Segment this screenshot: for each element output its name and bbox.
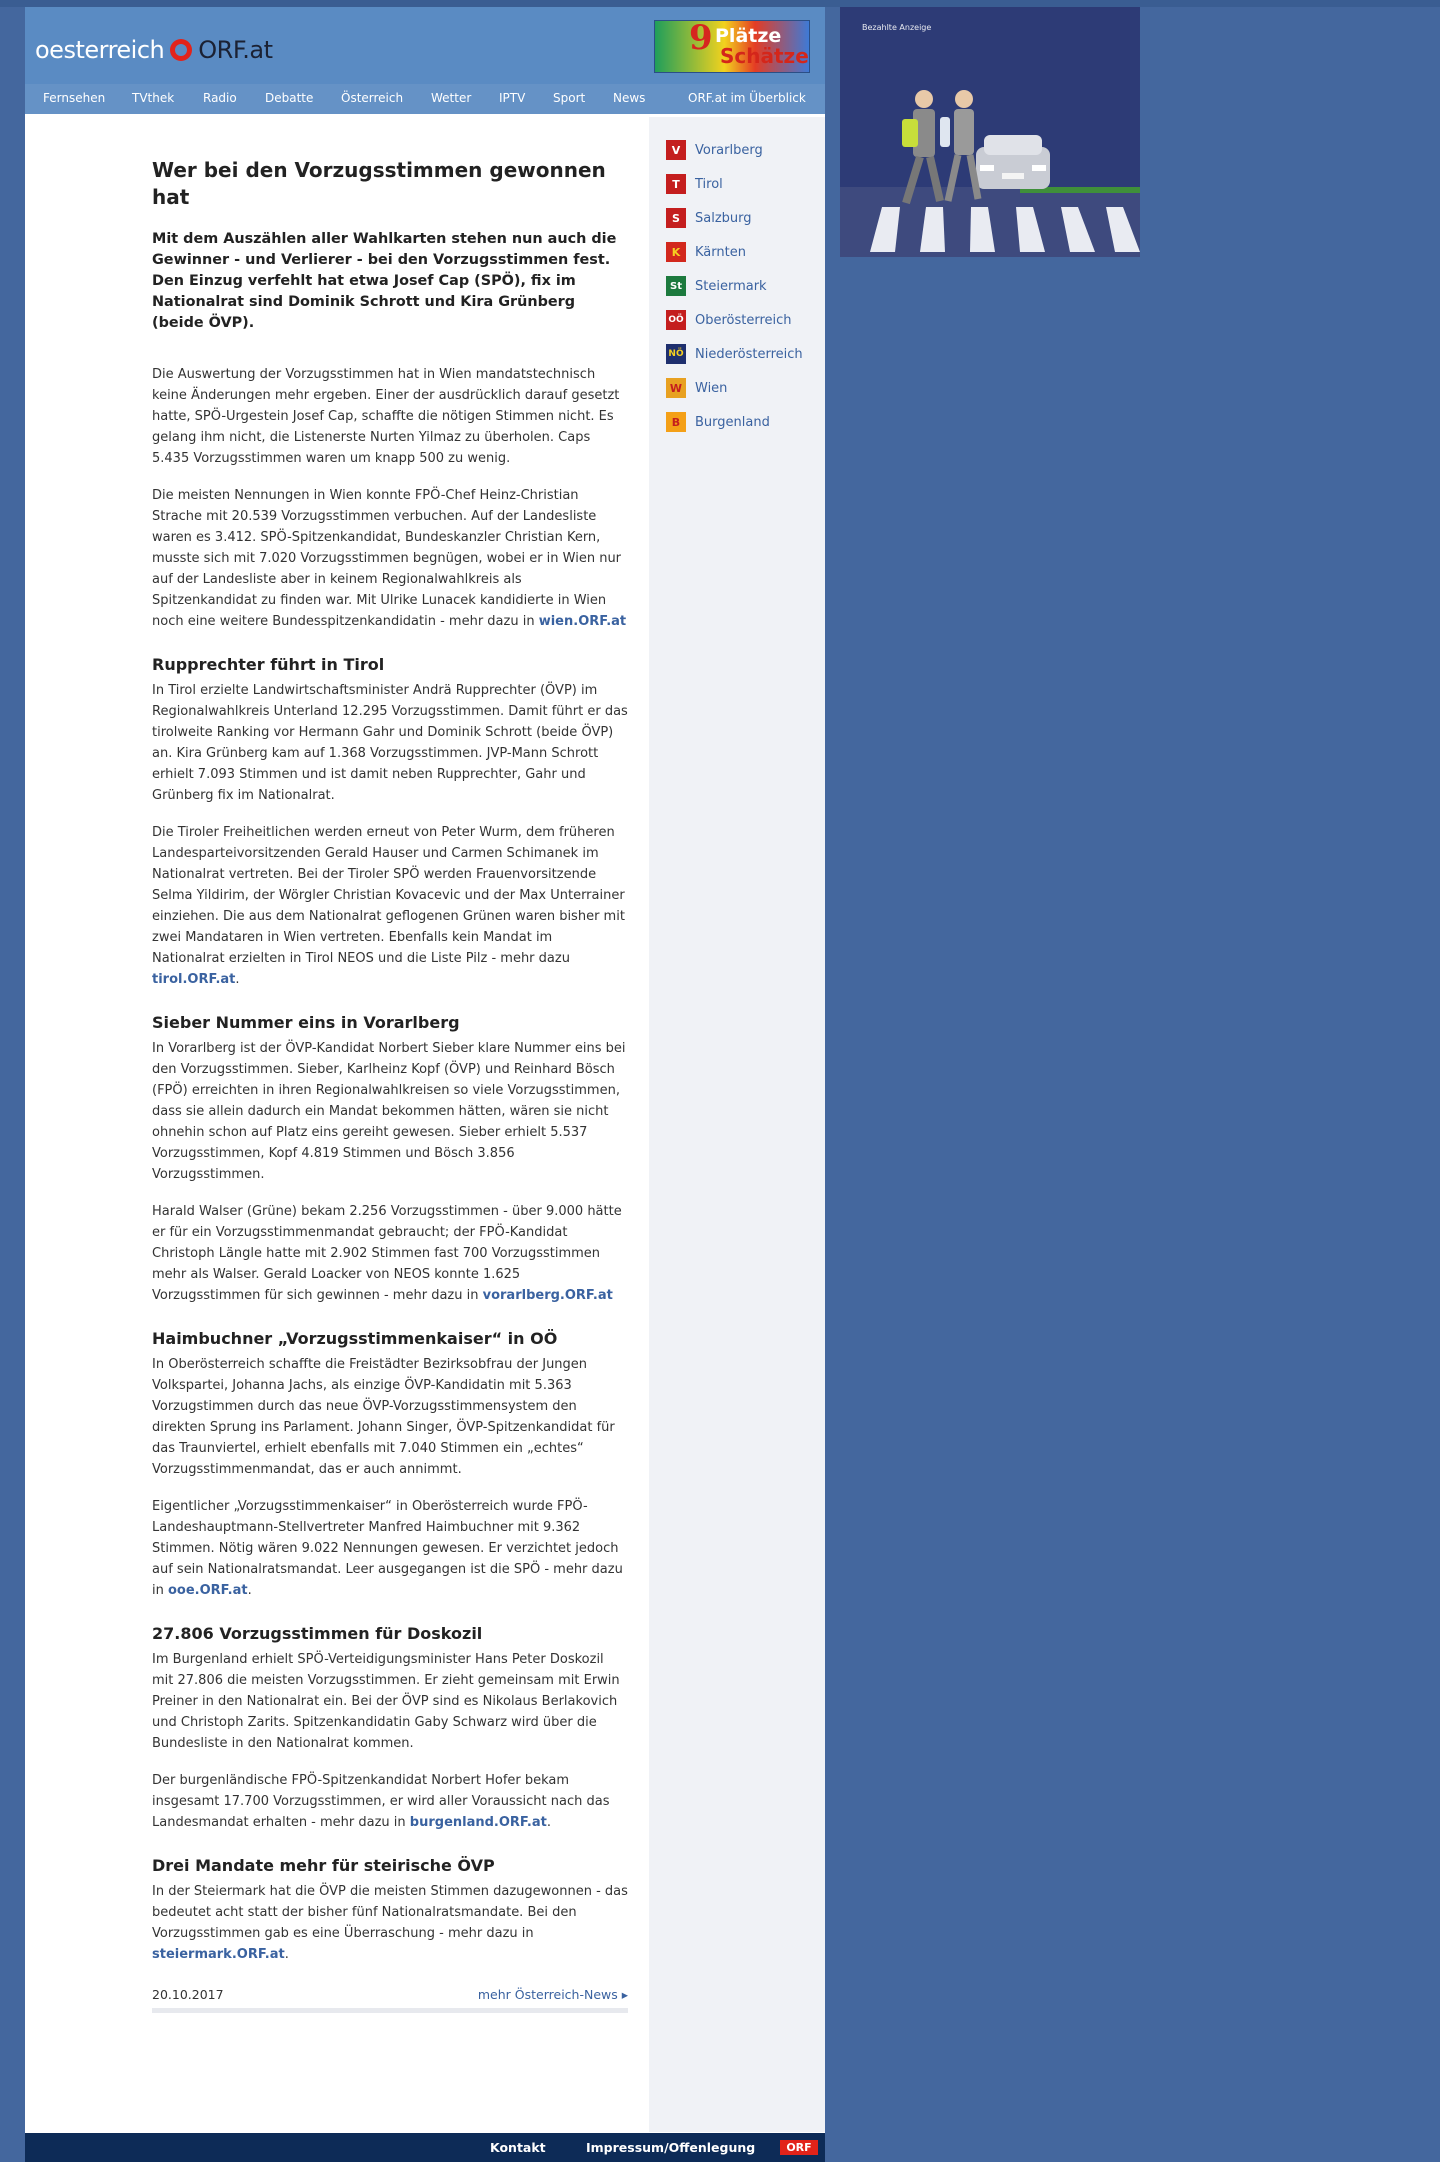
nav-orf-overview[interactable]: ORF.at im Überblick bbox=[688, 91, 806, 105]
vorarlberg-badge-icon: V bbox=[666, 140, 686, 160]
footer-contact-link[interactable]: Kontakt bbox=[490, 2140, 546, 2155]
article-paragraph: Die Auswertung der Vorzugsstimmen hat in Wien mandatstechnisch keine Änderungen mehr ergeben. Einer der ausdrücklich darauf gesetzt hatte, SPÖ-Urgestein Josef Cap, schaffte die nötigen Stimmen nicht. Es gelang ihm nicht, die Listenerste Nurten Yilmaz zu überholen. Caps 5.435 Vorzugsstimmen waren um knapp 500 zu wenig. bbox=[152, 367, 620, 466]
region-link-niederoesterreich[interactable] bbox=[666, 344, 803, 364]
promo-line2: Schätze bbox=[720, 44, 809, 68]
nav-oesterreich[interactable]: Österreich bbox=[341, 91, 404, 105]
vorarlberg-orf-link[interactable]: vorarlberg.ORF.at bbox=[482, 1288, 613, 1303]
article-paragraph: Im Burgenland erhielt SPÖ-Verteidigungsminister Hans Peter Doskozil mit 27.806 die meisten Vorzugsstimmen. Er zieht gemeinsam mit Erwin Preiner in den Nationalrat ein. Bei der ÖVP sind es Nikolaus Berlakovich und Christoph Zarits. Spitzenkandidatin Gaby Schwarz wird über die Bundesliste in den Nationalrat kommen. bbox=[152, 1652, 620, 1751]
article-lead: Mit dem Auszählen aller Wahlkarten stehen nun auch die Gewinner - und Verlierer - bei den Vorzugsstimmen fest. Den Einzug verfehlt hat etwa Josef Cap (SPÖ), fix im Nationalrat sind Dominik Schrott und Kira Grünberg (beide ÖVP). bbox=[152, 231, 617, 331]
logo-orf: ORF.at bbox=[198, 36, 273, 64]
nav-debatte[interactable]: Debatte bbox=[265, 91, 314, 105]
region-label: Steiermark bbox=[695, 278, 767, 294]
tirol-badge-icon: T bbox=[666, 174, 686, 194]
article-paragraph: In Oberösterreich schaffte die Freistädter Bezirksobfrau der Jungen Volkspartei, Johanna Jachs, als einzige ÖVP-Kandidatin mit 5.363 Vorzugstimmen durch das neue ÖVP-Vorzugsstimmensystem den direkten Sprung ins Parlament. Johann Singer, ÖVP-Spitzenkandidat für das Traunviertel, erhielt ebenfalls mit 7.040 Stimmen ein „echtes“ Vorzugsstimmenmandat, das er auch annimmt. bbox=[152, 1357, 615, 1477]
promo-line1: Plätze bbox=[715, 25, 782, 47]
region-label: Niederösterreich bbox=[695, 346, 803, 362]
article-paragraph: Eigentlicher „Vorzugsstimmenkaiser“ in Oberösterreich wurde FPÖ-Landeshauptmann-Stellvertreter Manfred Haimbuchner mit 9.362 Stimmen. Nötig wären 9.022 Nennungen gewesen. Er verzichtet jedoch auf sein Nationalratsmandat. Leer ausgegangen ist die SPÖ - mehr dazu in ooe.ORF.at. bbox=[152, 1499, 623, 1598]
top-strip bbox=[0, 0, 1440, 7]
wien-badge-icon: W bbox=[666, 378, 686, 398]
nav-tvthek[interactable]: TVthek bbox=[132, 91, 175, 105]
article-paragraph: Die Tiroler Freiheitlichen werden erneut von Peter Wurm, dem früheren Landesparteivorsitzenden Gerald Hauser und Carmen Schimanek im Nationalrat vertreten. Bei der Tiroler SPÖ werden Frauenvorsitzende Selma Yildirim, der Wörgler Christian Kovacevic und der Max Unterrainer einziehen. Die aus dem Nationalrat geflogenen Grünen waren bisher mit zwei Mandataren in Wien vertreten. Ebenfalls kein Mandat im Nationalrat erzielten in Tirol NEOS und die Liste Pilz - mehr dazu tirol.ORF.at. bbox=[152, 825, 625, 987]
article-footer bbox=[152, 1987, 628, 2013]
site-header bbox=[25, 7, 825, 84]
promo-number: 9 bbox=[689, 18, 713, 58]
region-label: Kärnten bbox=[695, 244, 746, 260]
pedestrian-man-icon bbox=[902, 90, 940, 203]
pedestrian-woman-icon bbox=[940, 90, 978, 201]
steiermark-badge-icon: St bbox=[666, 276, 686, 296]
subheading-burgenland: 27.806 Vorzugsstimmen für Doskozil bbox=[152, 1624, 483, 1643]
ad-label: Bezahlte Anzeige bbox=[862, 23, 932, 32]
subheading-tirol: Rupprechter führt in Tirol bbox=[152, 655, 385, 674]
article-paragraph: Harald Walser (Grüne) bekam 2.256 Vorzugsstimmen - über 9.000 hätte er für ein Vorzugsstimmenmandat gebraucht; der FPÖ-Kandidat Christoph Längle hatte mit 2.902 Stimmen fast 700 Vorzugsstimmen mehr als Walser. Gerald Loacker von NEOS konnte 1.625 Vorzugsstimmen für sich gewinnen - mehr dazu in vorarlberg.ORF.at bbox=[152, 1204, 622, 1303]
region-sidebar bbox=[649, 117, 825, 2132]
article-paragraph: Die meisten Nennungen in Wien konnte FPÖ-Chef Heinz-Christian Strache mit 20.539 Vorzugsstimmen verbuchen. Auf der Landesliste waren es 3.412. SPÖ-Spitzenkandidat, Bundeskanzler Christian Kern, musste sich mit 7.020 Vorzugsstimmen begnügen, wobei er in Wien nur auf der Landesliste aber in keinem Regionalwahlkreis als Spitzenkandidat zu finden war. Mit Ulrike Lunacek kandidierte in Wien noch eine weitere Bundesspitzenkandidatin - mehr dazu in wien.ORF.at bbox=[152, 488, 627, 629]
region-link-wien[interactable] bbox=[666, 378, 727, 398]
oesterreich-orf-logo[interactable] bbox=[35, 35, 273, 65]
region-link-steiermark[interactable] bbox=[666, 276, 767, 296]
nav-news[interactable]: News bbox=[613, 91, 646, 105]
wien-orf-link[interactable]: wien.ORF.at bbox=[538, 614, 627, 629]
subheading-vorarlberg: Sieber Nummer eins in Vorarlberg bbox=[152, 1013, 460, 1032]
article-paragraph: Der burgenländische FPÖ-Spitzenkandidat Norbert Hofer bekam insgesamt 17.700 Vorzugsstimmen, er wird aller Voraussicht nach das Landesmandat erhalten - mehr dazu in burgenland.ORF.at. bbox=[152, 1773, 610, 1830]
advertisement[interactable] bbox=[840, 7, 1140, 257]
region-label: Oberösterreich bbox=[695, 312, 792, 328]
nav-wetter[interactable]: Wetter bbox=[431, 91, 472, 105]
site-container bbox=[25, 7, 825, 2162]
subheading-steiermark: Drei Mandate mehr für steirische ÖVP bbox=[152, 1856, 495, 1875]
burgenland-badge-icon: B bbox=[666, 412, 686, 432]
region-label: Burgenland bbox=[695, 414, 770, 430]
burgenland-orf-link[interactable]: burgenland.ORF.at bbox=[409, 1815, 547, 1830]
region-label: Wien bbox=[695, 380, 728, 396]
region-label: Tirol bbox=[695, 176, 723, 192]
nav-radio[interactable]: Radio bbox=[203, 91, 237, 105]
nav-sport[interactable]: Sport bbox=[553, 91, 586, 105]
promo-banner[interactable] bbox=[654, 20, 810, 73]
ooe-orf-link[interactable]: ooe.ORF.at bbox=[168, 1583, 248, 1598]
logo-word: oesterreich bbox=[35, 36, 165, 64]
tirol-orf-link[interactable]: tirol.ORF.at bbox=[152, 972, 236, 987]
region-link-oberoesterreich[interactable] bbox=[666, 310, 792, 330]
nav-fernsehen[interactable]: Fernsehen bbox=[43, 91, 106, 105]
orf-footer-logo[interactable]: ORF bbox=[780, 2140, 818, 2155]
kaernten-badge-icon: K bbox=[666, 242, 686, 262]
region-link-burgenland[interactable] bbox=[666, 412, 770, 432]
crosswalk-illustration bbox=[840, 7, 1140, 257]
more-news-link[interactable]: mehr Österreich-News ▸ bbox=[477, 1987, 628, 2002]
region-link-tirol[interactable] bbox=[666, 174, 723, 194]
region-label: Salzburg bbox=[695, 210, 752, 226]
salzburg-badge-icon: S bbox=[666, 208, 686, 228]
subheading-ooe: Haimbuchner „Vorzugsstimmenkaiser“ in OÖ bbox=[152, 1329, 558, 1348]
region-link-salzburg[interactable] bbox=[666, 208, 752, 228]
niederoesterreich-badge-icon: NÖ bbox=[666, 344, 686, 364]
main-navigation bbox=[25, 84, 825, 114]
article-title: Wer bei den Vorzugsstimmen gewonnen hat bbox=[152, 158, 606, 209]
steiermark-orf-link[interactable]: steiermark.ORF.at bbox=[152, 1947, 285, 1962]
region-label: Vorarlberg bbox=[695, 142, 763, 158]
article-paragraph: In der Steiermark hat die ÖVP die meisten Stimmen dazugewonnen - das bedeutet acht statt der bisher fünf Nationalratsmandate. Bei den Vorzugsstimmen gab es eine Überraschung - mehr dazu in steiermark.ORF.at. bbox=[152, 1884, 628, 1962]
car-icon bbox=[976, 135, 1050, 189]
article-paragraph: In Vorarlberg ist der ÖVP-Kandidat Norbert Sieber klare Nummer eins bei den Vorzugsstimmen. Sieber, Karlheinz Kopf (ÖVP) und Reinhard Bösch (FPÖ) erreichten in ihren Regionalwahlkreisen so viele Vorzugsstimmen, dass sie allein dadurch ein Mandat bekommen hätten, wären sie nicht ohnehin schon auf Platz eins gereiht gewesen. Sieber erhielt 5.537 Vorzugsstimmen, Kopf 4.819 Stimmen und Bösch 3.856 Vorzugsstimmen. bbox=[152, 1041, 626, 1182]
region-link-vorarlberg[interactable] bbox=[666, 140, 763, 160]
orf-eye-icon bbox=[170, 39, 192, 61]
site-footer bbox=[25, 2133, 825, 2162]
article-date: 20.10.2017 bbox=[152, 1987, 224, 2002]
article-paragraph: In Tirol erzielte Landwirtschaftsminister Andrä Rupprechter (ÖVP) im Regionalwahlkreis Unterland 12.295 Vorzugsstimmen. Damit führt er das tirolweite Ranking vor Hermann Gahr und Dominik Schrott (beide ÖVP) an. Kira Grünberg kam auf 1.368 Vorzugsstimmen. JVP-Mann Schrott erhielt 7.093 Stimmen und ist damit neben Rupprechter, Gahr und Grünberg fix im Nationalrat. bbox=[152, 683, 628, 803]
footer-imprint-link[interactable]: Impressum/Offenlegung bbox=[586, 2140, 756, 2155]
article bbox=[152, 157, 628, 2013]
region-link-kaernten[interactable] bbox=[666, 242, 746, 262]
nav-iptv[interactable]: IPTV bbox=[499, 91, 526, 105]
oberoesterreich-badge-icon: OÖ bbox=[666, 310, 686, 330]
